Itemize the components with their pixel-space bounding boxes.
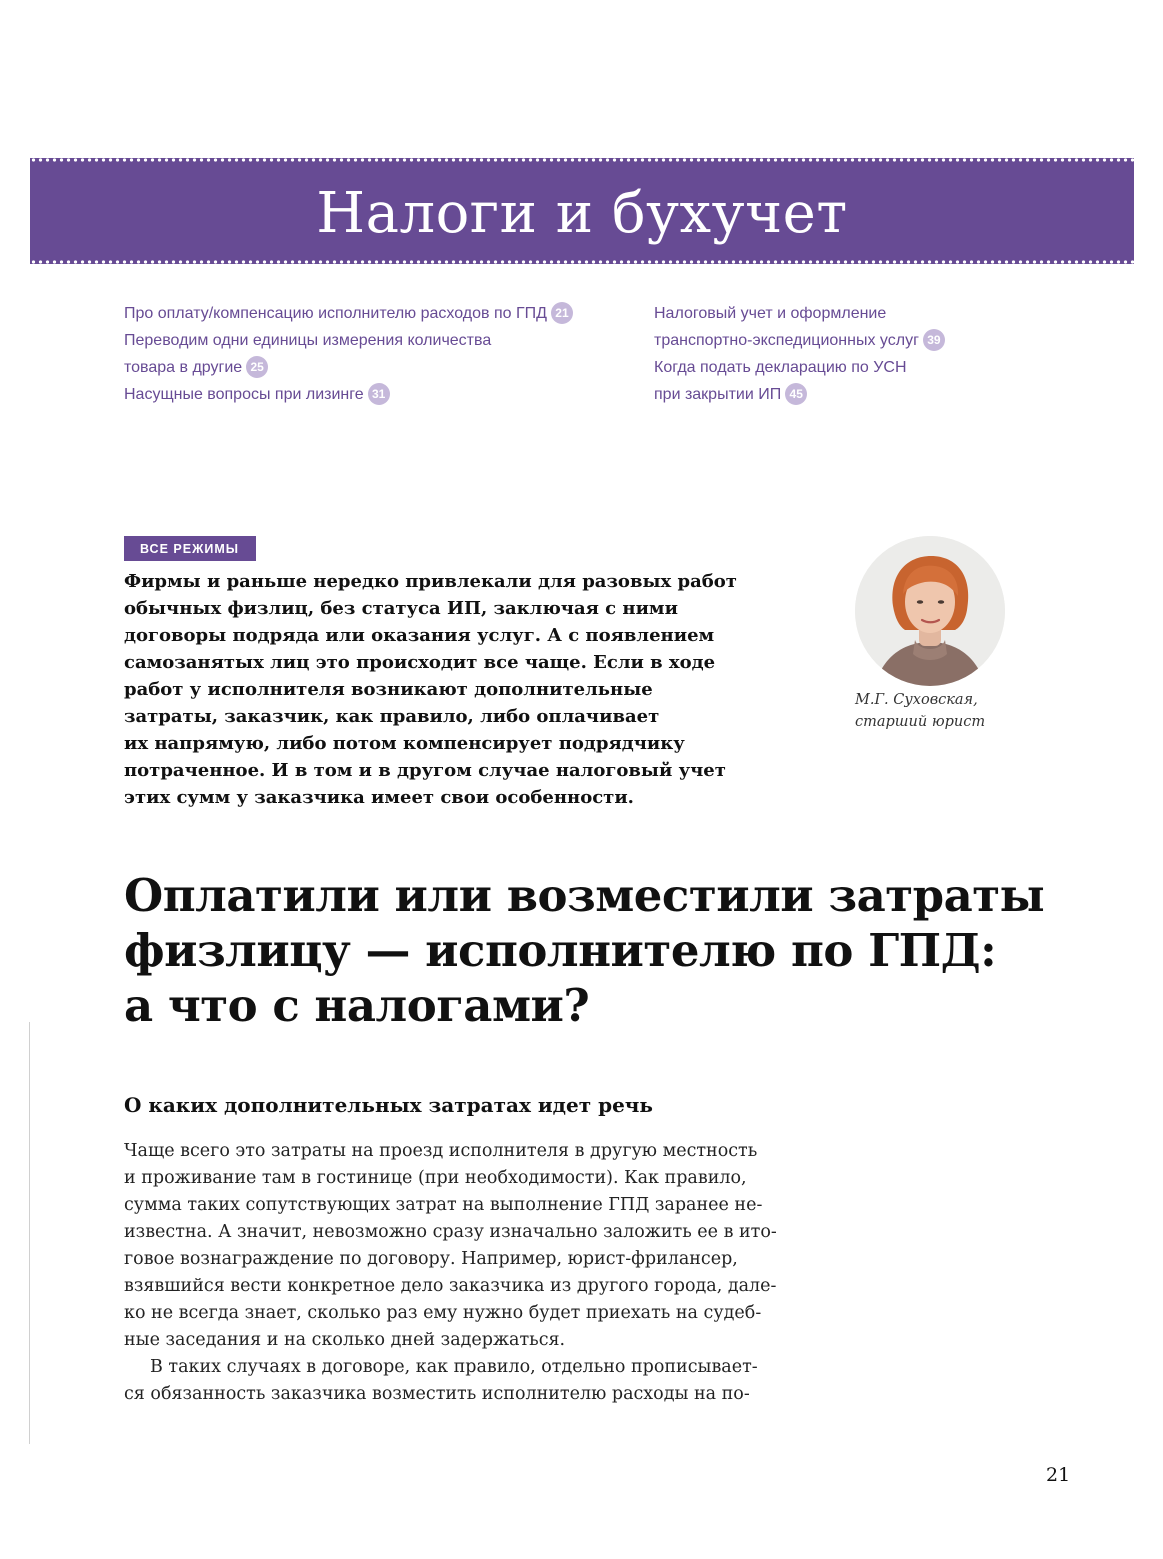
section-banner: [30, 158, 1134, 264]
lead-line: обычных физлиц, без статуса ИП, заключая с ними: [124, 598, 678, 619]
lead-line: потраченное. И в том и в другом случае налоговый учет: [124, 760, 726, 781]
author-portrait-icon: [855, 536, 1005, 686]
toc-item-text: Переводим одни единицы измерения количества: [124, 332, 492, 349]
toc-page-badge: 31: [368, 383, 390, 405]
lead-line: их напрямую, либо потом компенсирует подрядчику: [124, 733, 685, 754]
body-line: ся обязанность заказчика возместить исполнителю расходы на по-: [124, 1384, 750, 1404]
toc-item[interactable]: [654, 354, 1094, 381]
toc-item[interactable]: [654, 300, 1094, 327]
toc-item-text: транспортно-экспедиционных услуг: [654, 332, 919, 349]
body-line: сумма таких сопутствующих затрат на выполнение ГПД заранее не-: [124, 1195, 763, 1215]
toc-item[interactable]: [654, 381, 1094, 408]
body-line: ные заседания и на сколько дней задержаться.: [124, 1330, 566, 1350]
toc-item-text: при закрытии ИП: [654, 386, 782, 403]
article-headline: [124, 868, 1134, 1033]
toc-item[interactable]: [124, 300, 624, 327]
toc-item[interactable]: [654, 327, 1094, 354]
body-line: Чаще всего это затраты на проезд исполнителя в другую местность: [124, 1141, 758, 1161]
lead-line: работ у исполнителя возникают дополнительные: [124, 679, 653, 700]
toc-item-text: Про оплату/компенсацию исполнителю расходов по ГПД: [124, 305, 547, 322]
section-title: Налоги и бухучет: [316, 180, 848, 246]
toc-item-text: Налоговый учет и оформление: [654, 305, 887, 322]
toc-page-badge: 25: [246, 356, 268, 378]
headline-line: физлицу — исполнителю по ГПД:: [124, 924, 997, 977]
toc-item[interactable]: [124, 381, 624, 408]
body-line: ко не всегда знает, сколько раз ему нужно будет приехать на судеб-: [124, 1303, 762, 1323]
lead-line: этих сумм у заказчика имеет свои особенности.: [124, 787, 634, 808]
toc-item-text: Когда подать декларацию по УСН: [654, 359, 907, 376]
toc-item[interactable]: [124, 327, 624, 354]
body-line: известна. А значит, невозможно сразу изначально заложить ее в ито-: [124, 1222, 777, 1242]
toc-left-column: [124, 300, 624, 408]
toc-item-text: Насущные вопросы при лизинге: [124, 386, 364, 403]
body-line: взявшийся вести конкретное дело заказчика из другого города, дале-: [124, 1276, 777, 1296]
body-line: говое вознаграждение по договору. Например, юрист-фрилансер,: [124, 1249, 738, 1269]
toc-page-badge: 45: [785, 383, 807, 405]
article-subhead: О каких дополнительных затратах идет речь: [124, 1093, 654, 1117]
rubric-tag: ВСЕ РЕЖИМЫ: [124, 536, 256, 561]
headline-line: Оплатили или возместили затраты: [124, 869, 1045, 922]
author-photo: [855, 536, 1005, 686]
article-body: [124, 1138, 804, 1408]
lead-line: самозанятых лиц это происходит все чаще. Если в ходе: [124, 652, 716, 673]
author-caption: [855, 689, 985, 733]
headline-line: а что с налогами?: [124, 979, 590, 1032]
toc-page-badge: 21: [551, 302, 573, 324]
author-role: старший юрист: [855, 714, 986, 730]
body-line: и проживание там в гостинице (при необходимости). Как правило,: [124, 1168, 747, 1188]
page-number: 21: [1046, 1464, 1071, 1486]
lead-line: договоры подряда или оказания услуг. А с появлением: [124, 625, 715, 646]
toc-item-text: товара в другие: [124, 359, 243, 376]
article-lead: [124, 568, 814, 811]
toc-right-column: [654, 300, 1094, 408]
toc-item[interactable]: [124, 354, 624, 381]
toc-page-badge: 39: [923, 329, 945, 351]
lead-line: затраты, заказчик, как правило, либо оплачивает: [124, 706, 660, 727]
lead-line: Фирмы и раньше нередко привлекали для разовых работ: [124, 571, 737, 592]
author-name: М.Г. Суховская,: [855, 692, 978, 708]
body-line: В таких случаях в договоре, как правило, отдельно прописывает-: [150, 1357, 758, 1377]
margin-rule: [29, 1022, 30, 1444]
